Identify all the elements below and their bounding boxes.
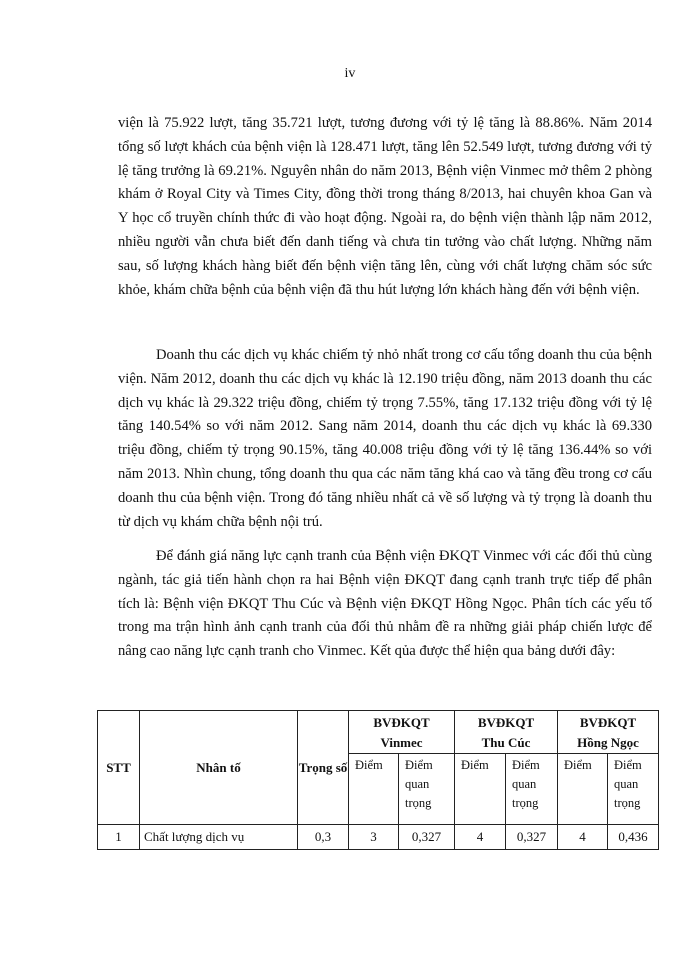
subheader-score: Điểm [349,754,399,825]
group-line2: Thu Cúc [481,735,531,750]
header-stt: STT [98,711,140,825]
cell-factor: Chất lượng dịch vụ [140,825,298,850]
cell-hongngoc-score: 4 [558,825,608,850]
cell-stt: 1 [98,825,140,850]
paragraph-text: viện là 75.922 lượt, tăng 35.721 lượt, tương đương với tỷ lệ tăng là 88.86%. Năm 2014 tổng số lượt khách của bệnh viện là 128.471 lượt, tăng lên 52.549 lượt, tương đương với tỷ lệ tăng trưởng là 69.21%. Nguyên nhân do năm 2013, Bệnh viện Vinmec mở thêm 2 phòng khám ở Royal City và Times City, đồng thời trong tháng 8/2013, hai chuyên khoa Gan và Y học cổ truyền chính thức đi vào hoạt động. Ngoài ra, do bệnh viện thành lập năm 2012, nhiều người vẫn chưa biết đến danh tiếng và chưa tin tưởng vào chất lượng. Những năm sau, số lượng khách hàng biết đến bệnh viện tăng lên, cùng với chất lượng chăm sóc sức khỏe, khám chữa bệnh của bệnh viện đã thu hút lượng lớn khách hàng đến với bệnh viện. [118,115,652,298]
subheader-weighted-score: Điểm quan trọng [608,754,659,825]
cell-vinmec-weighted: 0,327 [399,825,455,850]
paragraph-2 [118,344,652,534]
group-line2: Vinmec [380,735,423,750]
header-factor: Nhân tố [140,711,298,825]
cell-thucuc-score: 4 [455,825,506,850]
subheader-score: Điểm [558,754,608,825]
paragraph-3 [118,545,652,664]
group-line2: Hồng Ngọc [577,735,639,750]
paragraph-1 [118,112,652,302]
paragraph-text: Để đánh giá năng lực cạnh tranh của Bệnh viện ĐKQT Vinmec với các đối thủ cùng ngành, tác giả tiến hành chọn ra hai Bệnh viện ĐKQT đang cạnh tranh trực tiếp để phân tích là: Bệnh viện ĐKQT Thu Cúc và Bệnh viện ĐKQT Hồng Ngọc. Phân tích các yếu tố trong ma trận hình ảnh cạnh tranh của đối thủ nhằm đề ra những giải pháp chiến lược để nâng cao năng lực cạnh tranh cho Vinmec. Kết qủa được thể hiện qua bảng dưới đây: [118,548,652,660]
header-weight: Trọng số [298,711,349,825]
cell-weight: 0,3 [298,825,349,850]
cell-hongngoc-weighted: 0,436 [608,825,659,850]
cell-thucuc-weighted: 0,327 [506,825,558,850]
subheader-weighted-score: Điểm quan trọng [399,754,455,825]
subheader-weighted-score: Điểm quan trọng [506,754,558,825]
cell-vinmec-score: 3 [349,825,399,850]
competitive-matrix-table [97,710,659,850]
group-line1: BVĐKQT [373,715,430,730]
table-row [98,825,659,850]
paragraph-text: Doanh thu các dịch vụ khác chiếm tỷ nhỏ nhất trong cơ cấu tổng doanh thu của bệnh viện. Năm 2012, doanh thu các dịch vụ khác là 12.190 triệu đồng, năm 2013 doanh thu các dịch vụ khác là 29.322 triệu đồng, chiếm tỷ trọng 7.55%, tăng 17.132 triệu đồng với tỷ lệ tăng 140.54% so với năm 2012. Sang năm 2014, doanh thu các dịch vụ khác là 69.330 triệu đồng, chiếm tỷ trọng 90.15%, tăng 40.008 triệu đồng với tỷ lệ tăng 136.44% so với năm 2013. Nhìn chung, tổng doanh thu qua các năm tăng khá cao và tăng đều trong cơ cấu doanh thu của bệnh viện. Trong đó tăng nhiều nhất cả về số lượng và tỷ trọng là doanh thu từ dịch vụ khám chữa bệnh nội trú. [118,347,652,530]
page-number: iv [344,66,356,81]
header-group-vinmec [349,711,455,754]
header-group-hongngoc [558,711,659,754]
group-line1: BVĐKQT [579,715,637,730]
header-group-thucuc [455,711,558,754]
subheader-score: Điểm [455,754,506,825]
table-header-row [98,711,659,754]
group-line1: BVĐKQT [477,715,535,730]
